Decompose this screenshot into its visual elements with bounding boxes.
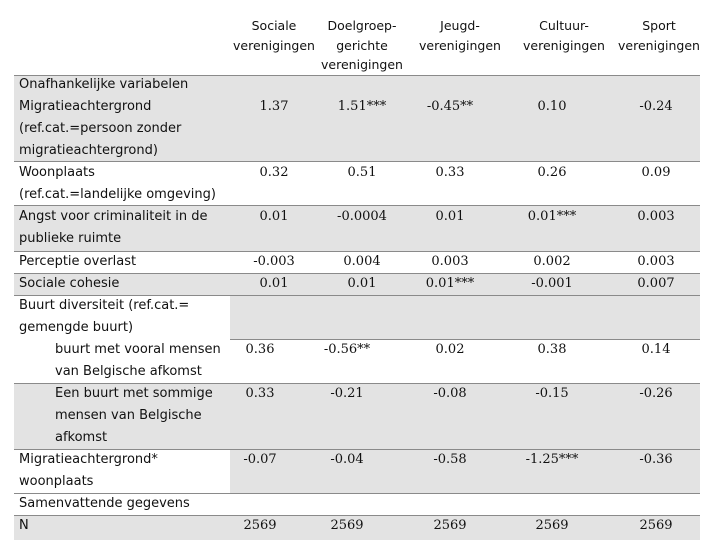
cell-value: -0.58: [433, 452, 467, 467]
row-label-woonplaats: [19, 162, 216, 206]
cell-value: 0.007: [637, 276, 675, 291]
row-label-onafhankelijke-variabelen: [19, 74, 188, 96]
row-label-samenvattende-gegevens: [19, 493, 190, 515]
row-label-migratieachtergrond: [19, 96, 181, 162]
header-line: verenigingen: [419, 37, 501, 53]
cell-value: -0.07: [243, 452, 277, 467]
cell-value: 0.002: [533, 254, 571, 269]
cell-value: -0.56**: [323, 342, 371, 357]
cell-value: 2569: [639, 518, 673, 533]
cell-value: 0.26: [537, 165, 567, 180]
cell-value: -0.15: [535, 386, 569, 401]
cell-value: 0.33: [245, 386, 275, 401]
row-label-line: Een buurt met sommige: [55, 386, 213, 401]
cell-value: 0.003: [637, 254, 675, 269]
row-label-buurt-diversiteit: [19, 295, 189, 339]
header-line: verenigingen: [618, 37, 700, 53]
cell-value: -0.003: [253, 254, 295, 269]
cell-value: -0.21: [330, 386, 364, 401]
cell-value: 1.51***: [337, 99, 387, 114]
header-line: verenigingen: [523, 37, 605, 53]
row-label-angst-criminaliteit: [19, 206, 207, 250]
cell-value: 2569: [243, 518, 277, 533]
cell-value: 0.14: [641, 342, 671, 357]
cell-value: 0.33: [435, 165, 465, 180]
cell-value: 1.37: [259, 99, 289, 114]
cell-value: 0.01: [435, 209, 465, 224]
row-label-n: [19, 515, 29, 537]
cell-value: 0.38: [537, 342, 567, 357]
row-label-line: (ref.cat.=landelijke omgeving): [19, 187, 216, 202]
header-line: verenigingen: [233, 37, 315, 53]
row-label-line: Sociale cohesie: [19, 276, 120, 291]
cell-value: 0.01: [259, 209, 289, 224]
cell-value: -0.36: [639, 452, 673, 467]
row-label-line: Onafhankelijke variabelen: [19, 77, 189, 92]
cell-value: 0.09: [641, 165, 671, 180]
cell-value: -0.08: [433, 386, 467, 401]
header-sportverenigingen: [614, 16, 704, 55]
cell-value: 0.02: [435, 342, 465, 357]
row-label-perceptie-overlast: [19, 251, 136, 273]
header-jeugdverenigingen: [415, 16, 505, 55]
row-label-buurt-met-vooral: [55, 339, 221, 383]
row-label-line: Woonplaats: [19, 165, 95, 180]
cell-value: 0.003: [431, 254, 469, 269]
header-line: Sport: [642, 18, 676, 33]
header-line: Cultuur-: [539, 18, 589, 33]
header-sociale-verenigingen: [229, 16, 319, 55]
cell-value: -0.04: [330, 452, 364, 467]
cell-value: 0.51: [347, 165, 377, 180]
row-band-buurt-met-vooral: [230, 296, 700, 339]
row-label-line: mensen van Belgische: [55, 408, 202, 423]
cell-value: -0.45**: [426, 99, 474, 114]
cell-value: -0.24: [639, 99, 673, 114]
row-label-een-buurt-met-sommige: [55, 383, 213, 449]
cell-value: 0.36: [245, 342, 275, 357]
row-label-line: Buurt diversiteit (ref.cat.=: [19, 298, 190, 313]
cell-value: 0.004: [343, 254, 381, 269]
cell-value: 0.003: [637, 209, 675, 224]
cell-value: 0.01***: [425, 276, 475, 291]
row-label-line: van Belgische afkomst: [55, 364, 202, 379]
cell-value: -1.25***: [525, 452, 579, 467]
header-line: Jeugd-: [440, 18, 480, 33]
cell-value: 2569: [433, 518, 467, 533]
cell-value: -0.0004: [337, 209, 387, 224]
row-label-migratieachtergrond-woonplaats: [19, 449, 158, 493]
row-label-line: Perceptie overlast: [19, 254, 137, 269]
row-label-line: Samenvattende gegevens: [19, 496, 190, 511]
row-label-line: migratieachtergrond): [19, 143, 158, 158]
header-line: verenigingen: [321, 57, 403, 72]
cell-value: 0.01***: [527, 209, 577, 224]
header-line: gerichte: [336, 37, 388, 53]
cell-value: -0.26: [639, 386, 673, 401]
header-line: Sociale: [251, 18, 297, 33]
row-label-line: gemengde buurt): [19, 320, 134, 335]
row-label-line: (ref.cat.=persoon zonder: [19, 121, 182, 136]
cell-value: -0.001: [531, 276, 573, 291]
row-label-line: woonplaats: [19, 474, 94, 489]
cell-value: 2569: [330, 518, 364, 533]
cell-value: 2569: [535, 518, 569, 533]
row-label-line: Migratieachtergrond*: [19, 452, 158, 467]
row-label-line: buurt met vooral mensen: [55, 342, 221, 357]
header-doelgroepgerichte-verenigingen: [317, 16, 407, 75]
cell-value: 0.10: [537, 99, 567, 114]
cell-value: 0.01: [259, 276, 289, 291]
header-line: Doelgroep-: [327, 18, 397, 33]
header-cultuurverenigingen: [519, 16, 609, 55]
cell-value: 0.01: [347, 276, 377, 291]
row-label-line: Angst voor criminaliteit in de: [19, 209, 208, 224]
row-label-sociale-cohesie: [19, 273, 119, 295]
row-label-line: N: [19, 518, 29, 533]
cell-value: 0.32: [259, 165, 289, 180]
row-label-line: afkomst: [55, 430, 108, 445]
row-label-line: Migratieachtergrond: [19, 99, 152, 114]
row-label-line: publieke ruimte: [19, 231, 122, 246]
